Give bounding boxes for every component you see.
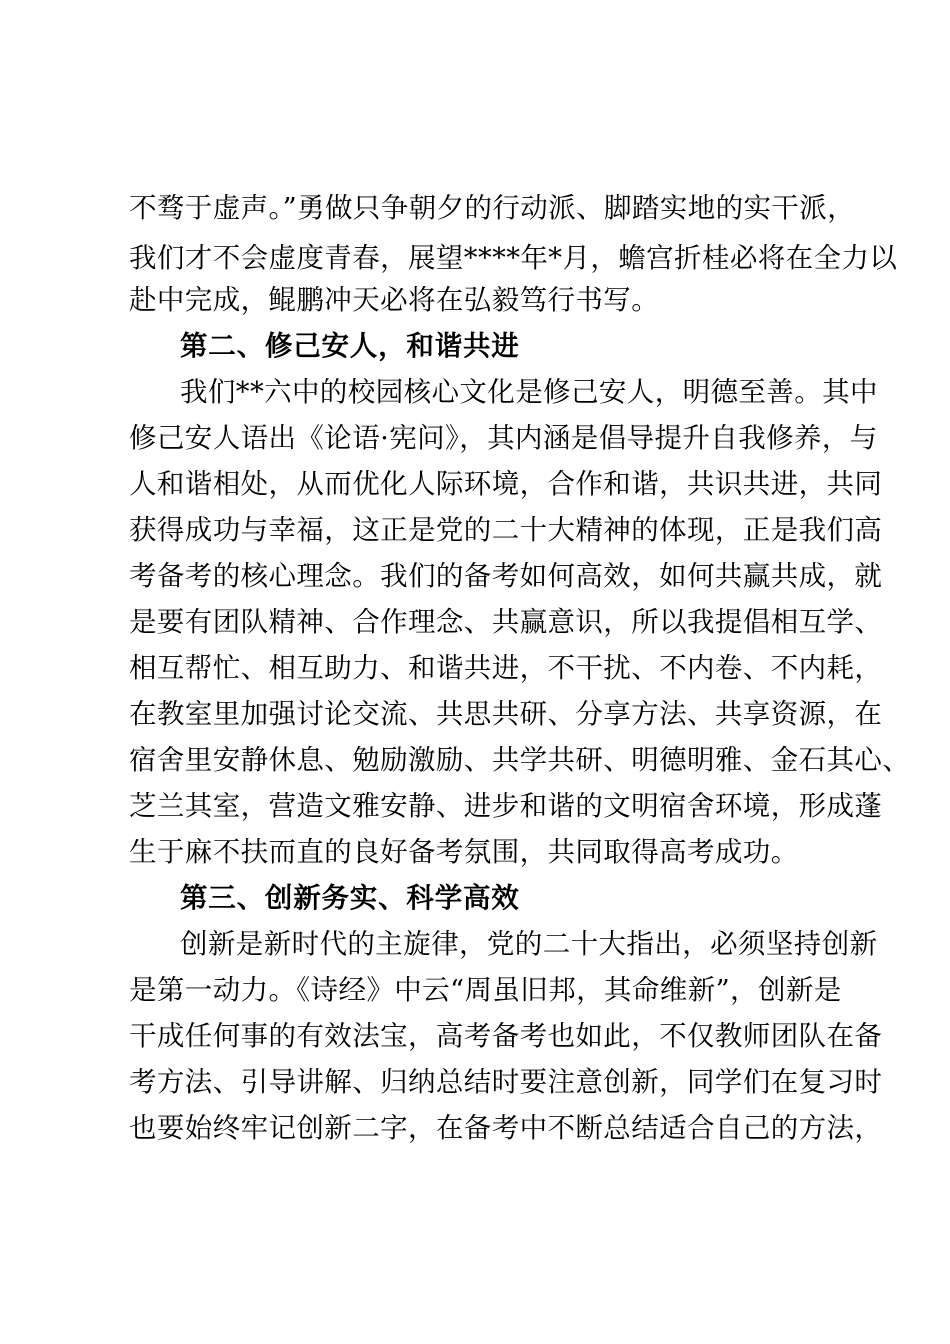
text-line: 生于麻不扶而直的良好备考氛围，共同取得高考成功。 <box>129 836 799 868</box>
text-line: 干成任何事的有效法宝，高考备考也如此，不仅教师团队在备 <box>129 1020 883 1052</box>
text-line: 也要始终牢记创新二字，在备考中不断总结适合自己的方法， <box>129 1112 883 1144</box>
text-line: 考备考的核心理念。我们的备考如何高效，如何共赢共成，就 <box>129 560 883 592</box>
text-line: 我们才不会虚度青春，展望****年*月，蟾宫折桂必将在全力以 <box>129 242 898 274</box>
section-heading: 第二、修己安人，和谐共进 <box>180 330 520 362</box>
text-line: 是第一动力。《诗经》中云“周虽旧邦，其命维新”，创新是 <box>129 974 842 1006</box>
text-line: 是要有团队精神、合作理念、共赢意识，所以我提倡相互学、 <box>129 606 883 638</box>
text-line: 获得成功与幸福，这正是党的二十大精神的体现，正是我们高 <box>129 514 883 546</box>
section-heading: 第三、创新务实、科学高效 <box>180 882 520 914</box>
text-line: 人和谐相处，从而优化人际环境，合作和谐，共识共进，共同 <box>129 468 883 500</box>
text-line: 我们**六中的校园核心文化是修己安人，明德至善。其中 <box>180 376 878 408</box>
text-line: 创新是新时代的主旋律，党的二十大指出，必须坚持创新 <box>180 928 878 960</box>
text-line: 相互帮忙、相互助力、和谐共进，不干扰、不内卷、不内耗， <box>129 652 883 684</box>
text-line: 芝兰其室，营造文雅安静、进步和谐的文明宿舍环境，形成蓬 <box>129 790 883 822</box>
text-line: 赴中完成，鲲鹏冲天必将在弘毅笃行书写。 <box>129 284 660 316</box>
text-line: 不骛于虚声。”勇做只争朝夕的行动派、脚踏实地的实干派， <box>129 192 856 224</box>
text-line: 在教室里加强讨论交流、共思共研、分享方法、共享资源，在 <box>129 698 883 730</box>
text-line: 修己安人语出《论语·宪问》，其内涵是倡导提升自我修养，与 <box>129 422 878 454</box>
text-line: 考方法、引导讲解、归纳总结时要注意创新，同学们在复习时 <box>129 1066 883 1098</box>
text-line: 宿舍里安静休息、勉励激励、共学共研、明德明雅、金石其心、 <box>129 744 911 776</box>
